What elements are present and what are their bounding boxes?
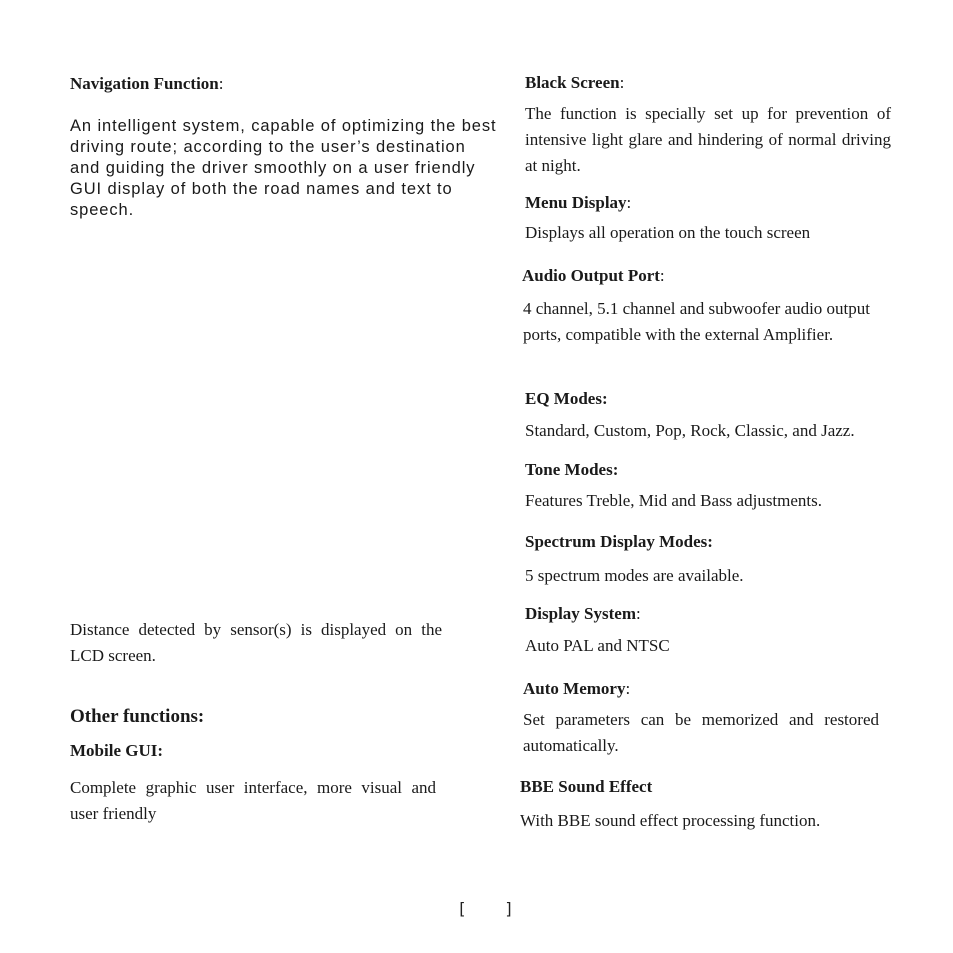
sensor-distance-text: Distance detected by sensor(s) is displayed on the LCD screen.	[70, 620, 442, 665]
other-functions-heading: Other functions:	[70, 706, 205, 727]
mobile-gui-text: Complete graphic user interface, more visual and user friendly	[70, 778, 436, 823]
audio-output-port-heading: Audio Output Port:	[522, 266, 665, 285]
bbe-sound-effect-heading: BBE Sound Effect	[520, 777, 653, 796]
display-system-text: Auto PAL and NTSC	[525, 636, 670, 655]
menu-display-text: Displays all operation on the touch screen	[525, 223, 811, 242]
menu-display-heading: Menu Display:	[525, 193, 632, 212]
tone-modes-text: Features Treble, Mid and Bass adjustments.	[525, 491, 823, 510]
bbe-sound-effect-text: With BBE sound effect processing function.	[520, 811, 821, 830]
tone-modes-heading: Tone Modes:	[525, 460, 619, 479]
eq-modes-heading: EQ Modes:	[525, 389, 608, 408]
navigation-function-heading: Navigation Function:	[70, 74, 224, 93]
navigation-function-text: An intelligent system, capable of optimizing the best driving route; according to the user’s destination and guiding the driver smoothly on a user friendly GUI display of both the road names and text to speech.	[70, 117, 497, 219]
auto-memory-heading: Auto Memory:	[523, 679, 631, 698]
auto-memory-text: Set parameters can be memorized and restored automatically.	[523, 710, 879, 755]
spectrum-display-modes-heading: Spectrum Display Modes:	[525, 532, 713, 551]
black-screen-text: The function is specially set up for prevention of intensive light glare and hindering of normal driving at night.	[525, 104, 891, 175]
mobile-gui-heading: Mobile GUI:	[70, 741, 164, 760]
spectrum-display-modes-text: 5 spectrum modes are available.	[525, 566, 744, 585]
audio-output-port-text: 4 channel, 5.1 channel and subwoofer audio output ports, compatible with the external Amplifier.	[523, 299, 870, 344]
black-screen-heading: Black Screen:	[525, 73, 625, 92]
display-system-heading: Display System:	[525, 604, 641, 623]
eq-modes-text: Standard, Custom, Pop, Rock, Classic, and Jazz.	[525, 421, 855, 440]
page-number: [ ]	[457, 899, 528, 918]
